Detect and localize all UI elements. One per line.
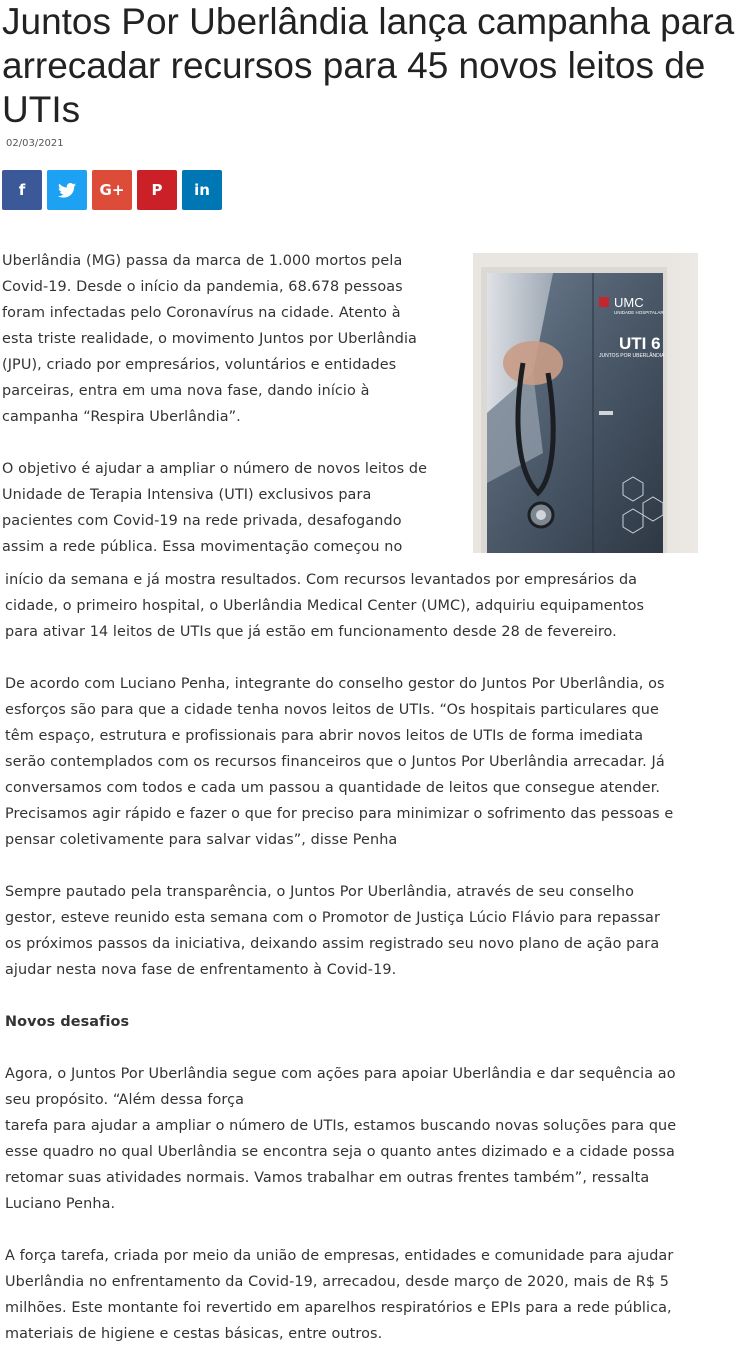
paragraph-2-line: para ativar 14 leitos de UTIs que já estão em funcionamento desde 28 de fevereiro. [5,624,617,640]
paragraph-5-line: Luciano Penha. [5,1196,116,1212]
paragraph-3-line: Precisamos agir rápido e fazer o que for preciso para minimizar o sofrimento das pessoas e [5,806,674,822]
paragraph-5-line: esse quadro no qual Uberlândia se encontra seja o quanto antes dizimado e a cidade possa [5,1144,675,1160]
article-body-full [5,567,705,1347]
paragraph-1-line: foram infectadas pelo Coronavírus na cidade. Atento à [2,305,401,321]
paragraph-5-line: tarefa para ajudar a ampliar o número de UTIs, estamos buscando novas soluções para que [5,1118,677,1134]
paragraph-1-line: Covid-19. Desde o início da pandemia, 68.678 pessoas [2,279,403,295]
article-photo [473,253,698,553]
photo-room-sub: JUNTOS POR UBERLÂNDIA [599,353,665,359]
paragraph-2-line: início da semana e já mostra resultados. Com recursos levantados por empresários da [5,572,638,588]
paragraph-4-line: Sempre pautado pela transparência, o Juntos Por Uberlândia, através de seu conselho [5,884,634,900]
paragraph-2-line: O objetivo é ajudar a ampliar o número de novos leitos de [2,461,428,477]
uti-door-image [473,253,698,553]
paragraph-3-line: têm espaço, estrutura e profissionais para abrir novos leitos de UTIs de forma imediata [5,728,644,744]
paragraph-3-line: esforços são para que a cidade tenha novos leitos de UTIs. “Os hospitais particulares que [5,702,659,718]
article-body-left [2,248,447,560]
photo-brand-sub: UNIDADE HOSPITALAR [614,310,664,315]
pinterest-icon: P [151,181,163,199]
facebook-icon: f [18,181,26,199]
share-twitter-button[interactable] [47,170,87,210]
google-plus-icon: G+ [99,181,125,199]
share-facebook-button[interactable] [2,170,42,210]
paragraph-5-line: Agora, o Juntos Por Uberlândia segue com ações para apoiar Uberlândia e dar sequência ao [5,1066,676,1082]
paragraph-6-line: A força tarefa, criada por meio da união de empresas, entidades e comunidade para ajudar [5,1248,674,1264]
paragraph-2-line: Unidade de Terapia Intensiva (UTI) exclusivos para [2,487,372,503]
paragraph-4-line: os próximos passos da iniciativa, deixando assim registrado seu novo plano de ação para [5,936,660,952]
paragraph-3-line: pensar coletivamente para salvar vidas”, disse Penha [5,832,398,848]
paragraph-4-line: gestor, esteve reunido esta semana com o Promotor de Justiça Lúcio Flávio para repassar [5,910,660,926]
paragraph-3-line: conversamos com todos e cada um passou a quantidade de leitos que consegue atender. [5,780,661,796]
paragraph-1-line: (JPU), criado por empresários, voluntários e entidades [2,357,397,373]
twitter-icon [58,183,76,198]
paragraph-4-line: ajudar nesta nova fase de enfrentamento à Covid-19. [5,962,397,978]
linkedin-icon: in [194,181,210,199]
article-title: Juntos Por Uberlândia lança campanha para arrecadar recursos para 45 novos leitos de UTIs [2,1,735,130]
paragraph-1-line: parceiras, entra em uma nova fase, dando início à [2,383,370,399]
paragraph-6-line: materiais de higiene e cestas básicas, entre outros. [5,1326,383,1342]
section-heading: Novos desafios [5,1014,130,1030]
share-linkedin-button[interactable] [182,170,222,210]
paragraph-6-line: Uberlândia no enfrentamento da Covid-19, arrecadou, desde março de 2020, mais de R$ 5 [5,1274,670,1290]
share-pinterest-button[interactable] [137,170,177,210]
photo-brand: UMC [614,295,644,310]
photo-room: UTI 6 [619,334,661,353]
paragraph-6-line: milhões. Este montante foi revertido em aparelhos respiratórios e EPIs para a rede pública, [5,1300,672,1316]
paragraph-5-line: seu propósito. “Além dessa força [5,1092,245,1108]
share-buttons [2,170,222,210]
paragraph-2-line: pacientes com Covid-19 na rede privada, desafogando [2,513,402,529]
share-google-plus-button[interactable] [92,170,132,210]
paragraph-1-line: esta triste realidade, o movimento Juntos por Uberlândia [2,331,417,347]
paragraph-2-line: cidade, o primeiro hospital, o Uberlândia Medical Center (UMC), adquiriu equipamentos [5,598,645,614]
paragraph-1-line: campanha “Respira Uberlândia”. [2,409,241,425]
article-date: 02/03/2021 [6,138,64,149]
paragraph-3-line: serão contemplados com os recursos financeiros que o Juntos Por Uberlândia arrecadar. Já [5,754,665,770]
paragraph-2-line: assim a rede pública. Essa movimentação começou no [2,539,403,555]
paragraph-5-line: retomar suas atividades normais. Vamos trabalhar em outras frentes também”, ressalta [5,1170,650,1186]
paragraph-3-line: De acordo com Luciano Penha, integrante do conselho gestor do Juntos Por Uberlândia, os [5,676,665,692]
paragraph-1-line: Uberlândia (MG) passa da marca de 1.000 mortos pela [2,253,403,269]
